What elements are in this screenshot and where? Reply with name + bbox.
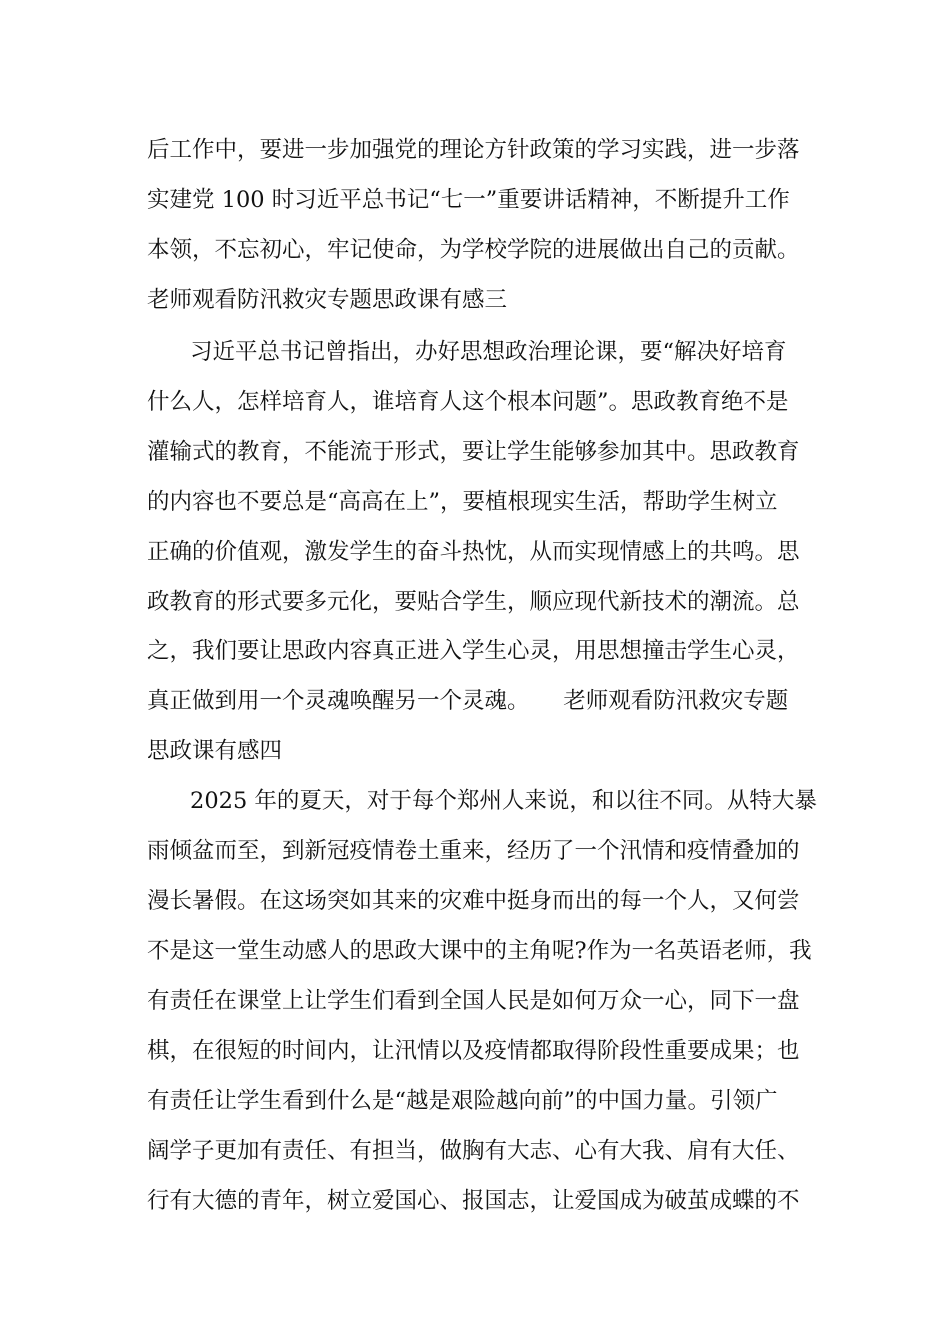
paragraph-line: 有责任在课堂上让学生们看到全国人民是如何万众一心，同下一盘 (147, 988, 800, 1014)
paragraph-line: 本领，不忘初心，牢记使命，为学校学院的进展做出自己的贡献。 (147, 237, 800, 263)
paragraph-line: 真正做到用一个灵魂唤醒另一个灵魂。 老师观看防汛救灾专题 (147, 688, 789, 714)
paragraph-line: 棋，在很短的时间内，让汛情以及疫情都取得阶段性重要成果；也 (147, 1038, 800, 1064)
section-heading: 老师观看防汛救灾专题思政课有感三 (147, 287, 508, 313)
paragraph-line: 之，我们要让思政内容真正进入学生心灵，用思想撞击学生心灵， (147, 638, 800, 664)
paragraph-line: 习近平总书记曾指出，办好思想政治理论课，要“解决好培育 (190, 339, 787, 365)
paragraph-line: 正确的价值观，激发学生的奋斗热忱，从而实现情感上的共鸣。思 (147, 539, 800, 565)
paragraph-line: 漫长暑假。在这场突如其来的灾难中挺身而出的每一个人，又何尝 (147, 888, 800, 914)
paragraph-line: 有责任让学生看到什么是“越是艰险越向前”的中国力量。引领广 (147, 1088, 778, 1114)
paragraph-line: 灌输式的教育，不能流于形式，要让学生能够参加其中。思政教育 (147, 439, 800, 465)
paragraph-line: 什么人，怎样培育人，谁培育人这个根本问题”。思政教育绝不是 (147, 389, 789, 415)
paragraph-line: 实建党 100 时习近平总书记“七一”重要讲话精神，不断提升工作 (147, 187, 790, 213)
paragraph-line: 不是这一堂生动感人的思政大课中的主角呢?作为一名英语老师，我 (147, 938, 812, 964)
paragraph-line: 政教育的形式要多元化，要贴合学生，顺应现代新技术的潮流。总 (147, 589, 800, 615)
paragraph-line: 的内容也不要总是“高高在上”，要植根现实生活，帮助学生树立 (147, 489, 778, 515)
paragraph-line: 阔学子更加有责任、有担当，做胸有大志、心有大我、肩有大任、 (147, 1138, 800, 1164)
paragraph-line: 行有大德的青年，树立爱国心、报国志，让爱国成为破茧成蝶的不 (147, 1188, 800, 1214)
paragraph-line: 雨倾盆而至，到新冠疫情卷土重来，经历了一个汛情和疫情叠加的 (147, 838, 800, 864)
paragraph-line: 2025 年的夏天，对于每个郑州人来说，和以往不同。从特大暴 (190, 788, 817, 814)
section-heading: 思政课有感四 (147, 738, 283, 764)
paragraph-line: 后工作中，要进一步加强党的理论方针政策的学习实践，进一步落 (147, 137, 800, 163)
